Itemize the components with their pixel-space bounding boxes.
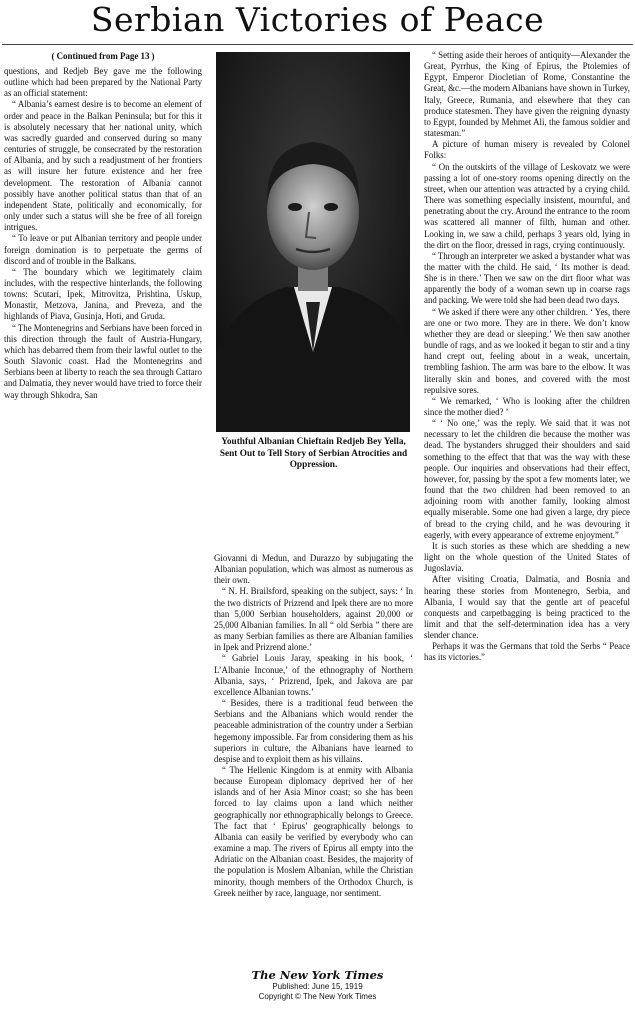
paragraph: “ Albania’s earnest desire is to become an element of order and peace in the Balkan Peninsula; but for this it is absolutely necessary that her national unity, which was sacredly guarded and conserved during so many centuries of struggle, be consecrated by the restoration of Albania, and by such a readjustment of her frontiers as will insure her future existence and her free development. The restoration of Albania cannot possibly have another political status than that of an independent State, politically and economically, for only under such a status will she be free of all foreign intrigues.: [4, 99, 202, 233]
footer: [0, 968, 635, 1002]
copyright: Copyright © The New York Times: [258, 992, 377, 1001]
paragraph: It is such stories as these which are shedding a new light on the whole question of the United States of Jugoslavia.: [424, 540, 630, 574]
paragraph: “ We remarked, ‘ Who is looking after the children since the mother died? ’: [424, 395, 630, 417]
paragraph: “ We asked if there were any other children. ‘ Yes, there are one or two more. They are in there. We don’t know whether they are dead or sleeping.’ We then saw another bundle of rags, and as we looked it began to stir and a tiny hand crept out, feeling about in a weak, uncertain, trembling fashion. The arm was bare to the elbow. It was literally skin and bones, and covered with the most repulsive sores.: [424, 306, 630, 395]
paragraph: questions, and Redjeb Bey gave me the following outline which had been prepared by the National Party as an official statement:: [4, 66, 202, 99]
paragraph: “ Besides, there is a traditional feud between the Serbians and the Albanians which would render the peaceable administration of the country under a Serbian hegemony impossible. Far from considering them as his superiors in culture, the Albanians have learned to despise and to exploit them as his villains.: [214, 698, 413, 764]
paragraph: “ Setting aside their heroes of antiquity—Alexander the Great, Pyrrhus, the King of Epirus, the Ptolemies of Egypt, Emperor Diocletian of Rome, Constantine the Great, &c.—the modern Albanians have shown in Turkey, Italy, Greece, Rumania, and elsewhere that they can produce statesmen. They have given the reigning dynasty to Egypt, founded by Mehmet Ali, the famous soldier and statesman.”: [424, 50, 630, 139]
photo-caption: Youthful Albanian Chieftain Redjeb Bey Yella, Sent Out to Tell Story of Serbian Atrocities and Oppression.: [219, 437, 408, 471]
headline: Serbian Victories of Peace: [90, 0, 545, 39]
column-2: [214, 553, 413, 899]
portrait-illustration: [216, 52, 410, 432]
paragraph: Perhaps it was the Germans that told the Serbs “ Peace has its victories.”: [424, 641, 630, 663]
paragraph: Giovanni di Medun, and Durazzo by subjugating the Albanian population, which was almost as numerous as their own.: [214, 553, 413, 586]
column-1: [4, 50, 202, 401]
headline-rule: [2, 44, 633, 45]
masthead-logo: The New York Times: [251, 968, 384, 982]
right-eye: [324, 203, 338, 211]
paragraph: “ Through an interpreter we asked a bystander what was the matter with the child. He said, ‘ Its mother is dead. She is in there.’ Then we saw on the dirt floor what was apparently the body of a woman sewn up in coarse rags and packing. We were told she had been dead two days.: [424, 250, 630, 306]
paragraph: After visiting Croatia, Dalmatia, and Bosnia and hearing these stories from Montenegro, Serbia, and Albania, I would say that the gentle art of peaceful conquests and carpetbagging is being practiced to the limit and that the self-determination idea has a very slender chance.: [424, 574, 630, 641]
column-3: [424, 50, 630, 664]
left-eye: [288, 203, 302, 211]
paragraph: “ N. H. Brailsford, speaking on the subject, says: ‘ In the two districts of Prizrend and Ipek there are no more than 5,000 Serbian householders, against 20,000 or 25,000 Albanian families. In all “ old Serbia ” there are as many Serbian families as there are Albanian families in Ipek and Prizrend alone.’: [214, 586, 413, 653]
paragraph: “ The boundary which we legitimately claim includes, with the respective hinterlands, the following towns: Scutari, Ipek, Mitrovitza, Prishtina, Uskup, Monastir, Metzova, Janina, and Preveza, and the highlands of Piava, Gusinja, Hoti, and Gruda.: [4, 266, 202, 322]
paragraph: “ Gabriel Louis Jaray, speaking in his book, ‘ L’Albanie Inconue,’ of the ethnography of Northern Albania, says, ‘ Prizrend, Ipek, and Jakova are par excellence Albanian towns.’: [214, 653, 413, 697]
continued-note: ( Continued from Page 13 ): [51, 51, 155, 61]
portrait-photo: [216, 52, 410, 432]
paragraph: “ ‘ No one,’ was the reply. We said that it was not necessary to let the children die because the mother was dead. The bystanders shrugged their shoulders and said something to the effect that that was the way with these people. Our inquiries and observations had their effect, however, for, passing by the spot a few moments later, we found that the two children had been removed to an adjoining room with another family, looking almost equally miserable. Some one had given a large, dry piece of bread to the crying child, and he was devouring it eagerly, with every appearance of extreme enjoyment.”: [424, 418, 630, 540]
paragraph: A picture of human misery is revealed by Colonel Folks:: [424, 139, 630, 161]
publication-date: Published: June 15, 1919: [272, 982, 363, 991]
paragraph: “ The Montenegrins and Serbians have been forced in this direction through the fault of Austria-Hungary, which has debarred them from their lawful outlet to the South Slavonic coast. Had the Montenegrins and Serbians been at liberty to reach the sea through Cattaro and Dalmatia, they never would have tried to force their way through Shkodra, San: [4, 322, 202, 400]
paragraph: “ The Hellenic Kingdom is at enmity with Albania because European diplomacy deprived her of her islands and of her Asia Minor coast; so she has been forced to lay claims upon a land which neither geographically nor ethnographically belongs to Greece. The fact that ‘ Epirus’ geographically belongs to Albania can easily be verified by everybody who can examine a map. The rivers of Epirus all empty into the Adriatic on the Albanian coast. Besides, the majority of the population is Moslem Albanian, while the Christian minority, though members of the Orthodox Church, is Greek neither by race, language, nor sentiment.: [214, 764, 413, 898]
paragraph: “ On the outskirts of the village of Leskovatz we were passing a lot of one-story rooms opening directly on the street, when our attention was attracted by a crying child. There was something especially insistent, mournful, and penetrating about the cry. Around the entrance to the room was scattered all manner of filth, human and other. Looking in, we saw a child, perhaps 3 years old, lying in the dirt on the floor, dressed in rags, crying continuously.: [424, 161, 630, 250]
paragraph: “ To leave or put Albanian territory and people under foreign domination is to perpetuate the germs of discord and of trouble in the Balkans.: [4, 233, 202, 266]
